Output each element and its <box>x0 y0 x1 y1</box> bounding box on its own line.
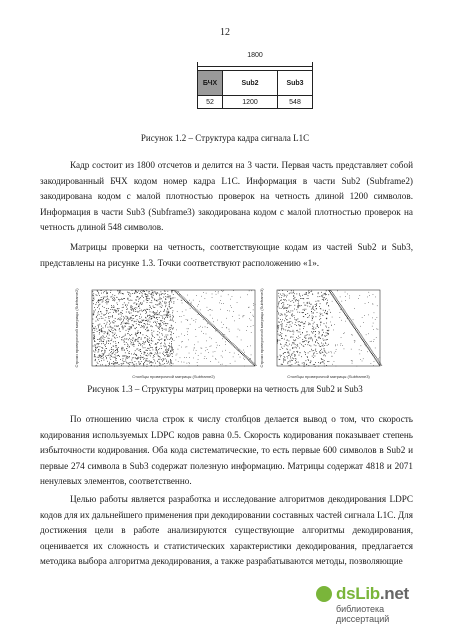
frame-total-length: 1800 <box>247 52 263 59</box>
paragraph-goal: Целью работы является разработка и исследование алгоритмов декодирования LDPC кодов для их дальнейшего применения при декодировании составных частей сигнала L1C. Для достижения цели в работе анализируются существующие алгоритмы декодирования, оценивается их сложность и статистических характеристики декодирования, предлагается методика выбора алгоритма декодирования, а также разрабатываются методы, позволяющие <box>40 494 413 567</box>
logo-icon <box>316 586 332 602</box>
length-bch: 52 <box>198 96 223 108</box>
paragraph-matrices-intro: Матрицы проверки на четность, соответствующие кодам из частей Sub2 и Sub3, представлены на рисунке 1.3. Точки соответствуют расположению «1». <box>40 242 413 268</box>
length-sub3: 548 <box>289 98 301 106</box>
matrix-x-axis-label: Столбцы проверочной матрицы (Subframe3) <box>287 374 370 379</box>
logo-brand: dsLib.net <box>336 584 409 603</box>
parity-matrix-figure <box>72 288 382 380</box>
block-lengths <box>197 96 313 109</box>
frame-blocks <box>197 70 313 96</box>
length-sub2: 1200 <box>223 96 278 108</box>
paragraph-code-rate: По отношению числа строк к числу столбцов делается вывод о том, что скорость кодирования используемых LDPC кодов равна 0.5. Скорость кодирования показывает степень избыточности кодирования. Оба кода систематические, то есть первые 600 символов в Sub2 и первые 274 символа в Sub3 содержат полезную информацию. Матрицы содержат 4818 и 2071 ненулевых элементов, соответственно. <box>40 414 413 487</box>
matrix-y-axis-label: Строки проверочной матрицы (Subframe2) <box>74 288 79 368</box>
matrix-y-axis-label: Строки проверочной матрицы (Subframe3) <box>259 288 264 368</box>
block-sub2: Sub2 <box>223 71 278 95</box>
block-bch: БЧХ <box>198 71 223 95</box>
matrix-x-axis-label: Столбцы проверочной матрицы (Subframe2) <box>132 374 215 379</box>
figure2-caption: Рисунок 1.3 – Структуры матриц проверки на четность для Sub2 и Sub3 <box>87 384 363 394</box>
paragraph-frame-description: Кадр состоит из 1800 отсчетов и делится на 3 части. Первая часть представляет собой закодированный БЧХ кодом номер кадра L1C. Информация в части Sub2 (Subframe2) закодирована кодом с малой плотностью проверок на четность длиной 1200 символов. Информация в части Sub3 (Subframe3) закодирована кодом с малой плотностью проверок на четность длиной 548 символов. <box>40 160 413 233</box>
sub3-matrix-plot <box>257 288 383 380</box>
dslib-watermark <box>316 584 436 624</box>
block-sub3: Sub3 <box>286 79 304 87</box>
page-number: 12 <box>220 27 230 38</box>
dimension-arrow <box>197 62 313 70</box>
sub2-matrix-plot <box>72 288 258 380</box>
logo-subtitle: библиотека диссертаций <box>336 604 390 624</box>
frame-structure-diagram <box>197 50 313 109</box>
figure1-caption: Рисунок 1.2 – Структура кадра сигнала L1C <box>140 133 310 143</box>
